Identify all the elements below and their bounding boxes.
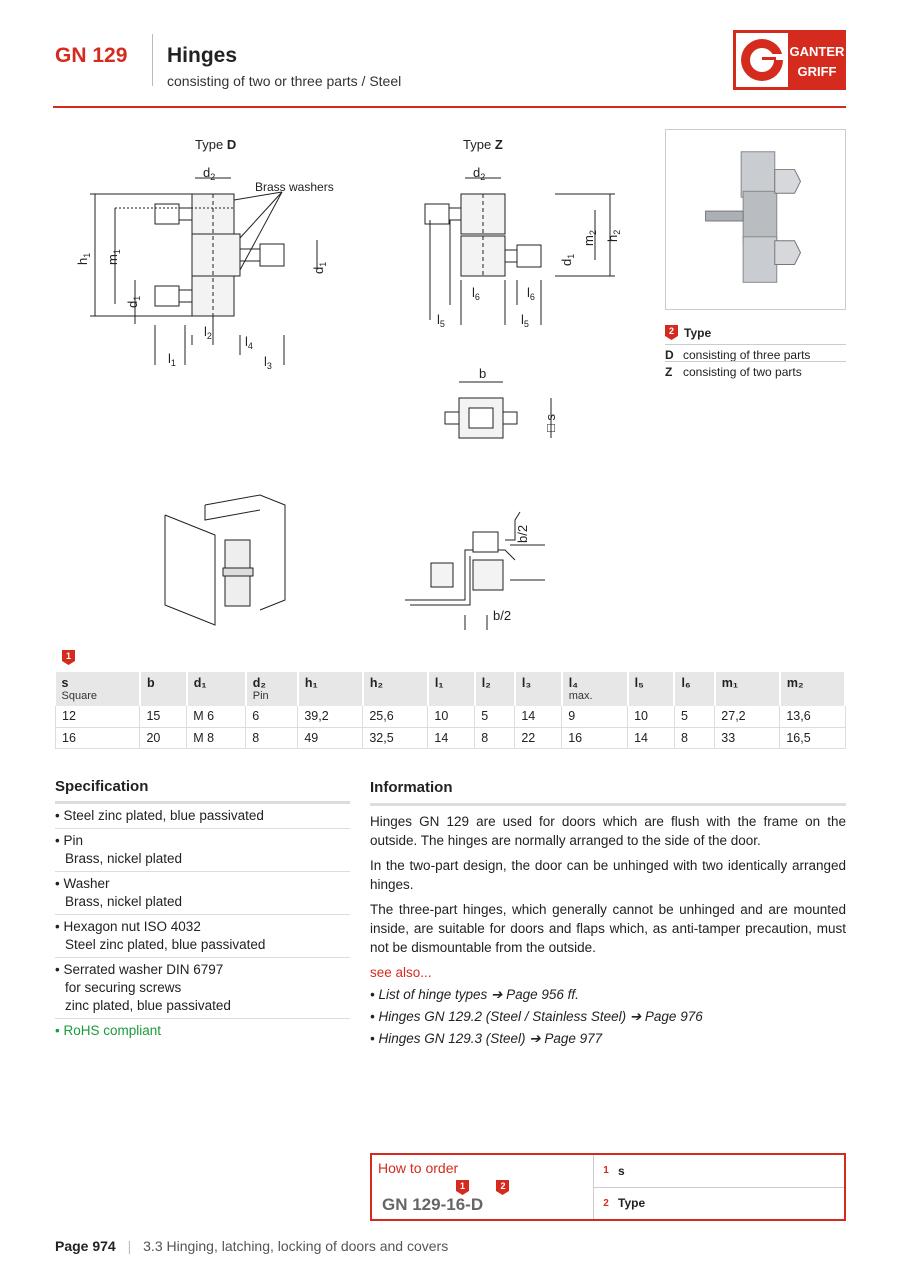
type-d-hinge bbox=[75, 165, 328, 371]
table-cell: 10 bbox=[628, 706, 675, 727]
dim-d1-label: $d_1$ bbox=[125, 295, 142, 308]
how-to-order-box bbox=[370, 1153, 846, 1221]
dim-l5-left-label: $l_5$ bbox=[437, 312, 445, 329]
table-row bbox=[56, 727, 846, 748]
dim-d1-right-label: $d_1$ bbox=[311, 261, 328, 274]
dim-d2-label: $d_2$ bbox=[203, 165, 216, 182]
table-cell: 6 bbox=[246, 706, 298, 727]
dim-h1-label: $h_1$ bbox=[75, 252, 92, 265]
table-cell: 14 bbox=[628, 727, 675, 748]
order-legend bbox=[594, 1155, 844, 1219]
table-header-cell: b bbox=[140, 672, 187, 706]
table-cell: 16 bbox=[56, 727, 140, 748]
table-cell: 8 bbox=[674, 727, 714, 748]
table-header-cell: m₁ bbox=[715, 672, 780, 706]
dim-l4-label: $l_4$ bbox=[245, 334, 253, 351]
table-cell: 25,6 bbox=[363, 706, 428, 727]
header-rule bbox=[53, 106, 846, 108]
table-header-cell: m₂ bbox=[780, 672, 845, 706]
table-cell: 5 bbox=[475, 706, 515, 727]
order-code: GN 129-16-D bbox=[382, 1195, 484, 1214]
dim-l6-left-label: $l_6$ bbox=[472, 285, 480, 302]
dim-l6-right-label: $l_6$ bbox=[527, 285, 535, 302]
info-paragraph: Hinges GN 129 are used for doors which are flush with the frame on the outside. The hinges are normally arranged to the side of the door. bbox=[370, 814, 846, 848]
header-divider bbox=[152, 34, 153, 86]
brass-washers-label: Brass washers bbox=[255, 180, 334, 194]
table-header-cell: l₃ bbox=[515, 672, 562, 706]
dim-b2-bottom-label: b/2 bbox=[493, 608, 512, 623]
info-paragraph: In the two-part design, the door can be unhinged with two identically arranged hinges. bbox=[370, 858, 846, 892]
ganter-logo bbox=[733, 30, 846, 90]
table-row bbox=[56, 706, 846, 727]
info-paragraph: The three-part hinges, which generally cannot be unhinged and are mounted inside, are suitable for doors and flaps which, as anti-tamper precaution, must not be dismountable from the outside. bbox=[370, 902, 846, 955]
specification-item: • Hexagon nut ISO 4032 Steel zinc plated, blue passivated bbox=[55, 915, 350, 958]
type-item-z: Z consisting of two parts bbox=[665, 361, 846, 379]
type-d-label: Type D bbox=[195, 137, 237, 152]
order-legend-row: 1 s bbox=[594, 1155, 844, 1188]
dim-b2-top-label: b/2 bbox=[515, 524, 530, 543]
dim-b-label: b bbox=[479, 366, 487, 381]
dim-z-d2-label: $d_2$ bbox=[473, 165, 486, 182]
table-header-cell: h₁ bbox=[298, 672, 363, 706]
dim-s-label: □ s bbox=[543, 414, 558, 432]
table-header-cell: l₆ bbox=[674, 672, 714, 706]
dimensions-table bbox=[55, 672, 846, 749]
mounting-section bbox=[405, 512, 545, 630]
technical-drawing bbox=[55, 120, 645, 645]
table-cell: 10 bbox=[428, 706, 475, 727]
table-cell: M 6 bbox=[187, 706, 246, 727]
type-item-d: D consisting of three parts bbox=[665, 344, 846, 362]
order-badge-2: 2 bbox=[496, 1180, 509, 1195]
table-header-cell: h₂ bbox=[363, 672, 428, 706]
table-header-cell: l₅ bbox=[628, 672, 675, 706]
dim-z-d1-label: $d_1$ bbox=[559, 253, 576, 266]
table-cell: 13,6 bbox=[780, 706, 845, 727]
type-heading: 2 Type bbox=[665, 325, 711, 340]
table-cell: 20 bbox=[140, 727, 187, 748]
product-code: GN 129 bbox=[55, 44, 128, 67]
table-cell: 16,5 bbox=[780, 727, 845, 748]
perspective-sketch bbox=[165, 495, 285, 625]
table-header-cell: d₁ bbox=[187, 672, 246, 706]
section-title: 3.3 Hinging, latching, locking of doors and covers bbox=[143, 1238, 449, 1254]
see-also-label: see also... bbox=[370, 965, 432, 980]
specification-item: • Pin Brass, nickel plated bbox=[55, 829, 350, 872]
table-header-cell: l₁ bbox=[428, 672, 475, 706]
specification-item: • Steel zinc plated, blue passivated bbox=[55, 804, 350, 829]
rohs-compliant: • RoHS compliant bbox=[55, 1023, 162, 1038]
logo-text-ganter: GANTER bbox=[789, 44, 845, 59]
dim-l3-label: $l_3$ bbox=[264, 354, 272, 371]
table-cell: 49 bbox=[298, 727, 363, 748]
specification-heading: Specification bbox=[55, 778, 350, 804]
table-cell: 32,5 bbox=[363, 727, 428, 748]
page-number: Page 974 bbox=[55, 1238, 116, 1254]
see-also-link[interactable]: • List of hinge types ➔ Page 956 ff. bbox=[370, 987, 579, 1002]
table-cell: 8 bbox=[475, 727, 515, 748]
table-cell: 9 bbox=[562, 706, 628, 727]
dim-m1-label: $m_1$ bbox=[105, 249, 122, 265]
table-cell: 12 bbox=[56, 706, 140, 727]
specification-section bbox=[55, 778, 350, 1043]
table-cell: 8 bbox=[246, 727, 298, 748]
table-cell: 16 bbox=[562, 727, 628, 748]
square-section-view bbox=[445, 366, 558, 438]
page-subtitle: consisting of two or three parts / Steel bbox=[167, 73, 402, 89]
table-cell: M 8 bbox=[187, 727, 246, 748]
option-badge-1: 1 bbox=[62, 650, 75, 665]
table-cell: 5 bbox=[674, 706, 714, 727]
table-cell: 14 bbox=[515, 706, 562, 727]
specification-item: • Washer Brass, nickel plated bbox=[55, 872, 350, 915]
type-z-label: Type Z bbox=[463, 137, 503, 152]
table-header-cell: l₄ max. bbox=[562, 672, 628, 706]
table-cell: 22 bbox=[515, 727, 562, 748]
product-photo bbox=[665, 129, 846, 310]
table-body bbox=[56, 706, 846, 748]
page-footer: Page 974 | 3.3 Hinging, latching, locking of doors and covers bbox=[55, 1238, 449, 1254]
table-header-row bbox=[56, 672, 846, 706]
table-cell: 14 bbox=[428, 727, 475, 748]
table-header-cell: d₂ Pin bbox=[246, 672, 298, 706]
logo-text-griff: GRIFF bbox=[797, 64, 837, 79]
table-cell: 15 bbox=[140, 706, 187, 727]
table-cell: 39,2 bbox=[298, 706, 363, 727]
dim-h2-label: $h_2$ bbox=[605, 229, 622, 242]
order-badge-1: 1 bbox=[456, 1180, 469, 1195]
information-section bbox=[370, 778, 846, 1048]
order-title: How to order bbox=[378, 1160, 459, 1176]
option-badge-2: 2 bbox=[665, 325, 678, 340]
order-legend-row: 2 Type bbox=[603, 1196, 646, 1211]
see-also-link[interactable]: • Hinges GN 129.3 (Steel) ➔ Page 977 bbox=[370, 1031, 603, 1046]
order-code-panel bbox=[372, 1155, 594, 1219]
dim-m2-label: $m_2$ bbox=[581, 230, 598, 246]
specification-item: • Serrated washer DIN 6797 for securing screws zinc plated, blue passivated bbox=[55, 958, 350, 1019]
page-title: Hinges bbox=[167, 44, 238, 67]
table-header-cell: l₂ bbox=[475, 672, 515, 706]
table-cell: 27,2 bbox=[715, 706, 780, 727]
see-also-link[interactable]: • Hinges GN 129.2 (Steel / Stainless Steel) ➔ Page 976 bbox=[370, 1009, 703, 1024]
information-heading: Information bbox=[370, 778, 846, 806]
dim-l5-right-label: $l_5$ bbox=[521, 312, 529, 329]
dim-l1-label: $l_1$ bbox=[168, 351, 176, 368]
specification-list bbox=[55, 804, 350, 1043]
table-cell: 33 bbox=[715, 727, 780, 748]
dim-l2-label: $l_2$ bbox=[204, 324, 212, 341]
table-header-cell: s Square bbox=[56, 672, 140, 706]
type-z-hinge bbox=[425, 165, 622, 329]
